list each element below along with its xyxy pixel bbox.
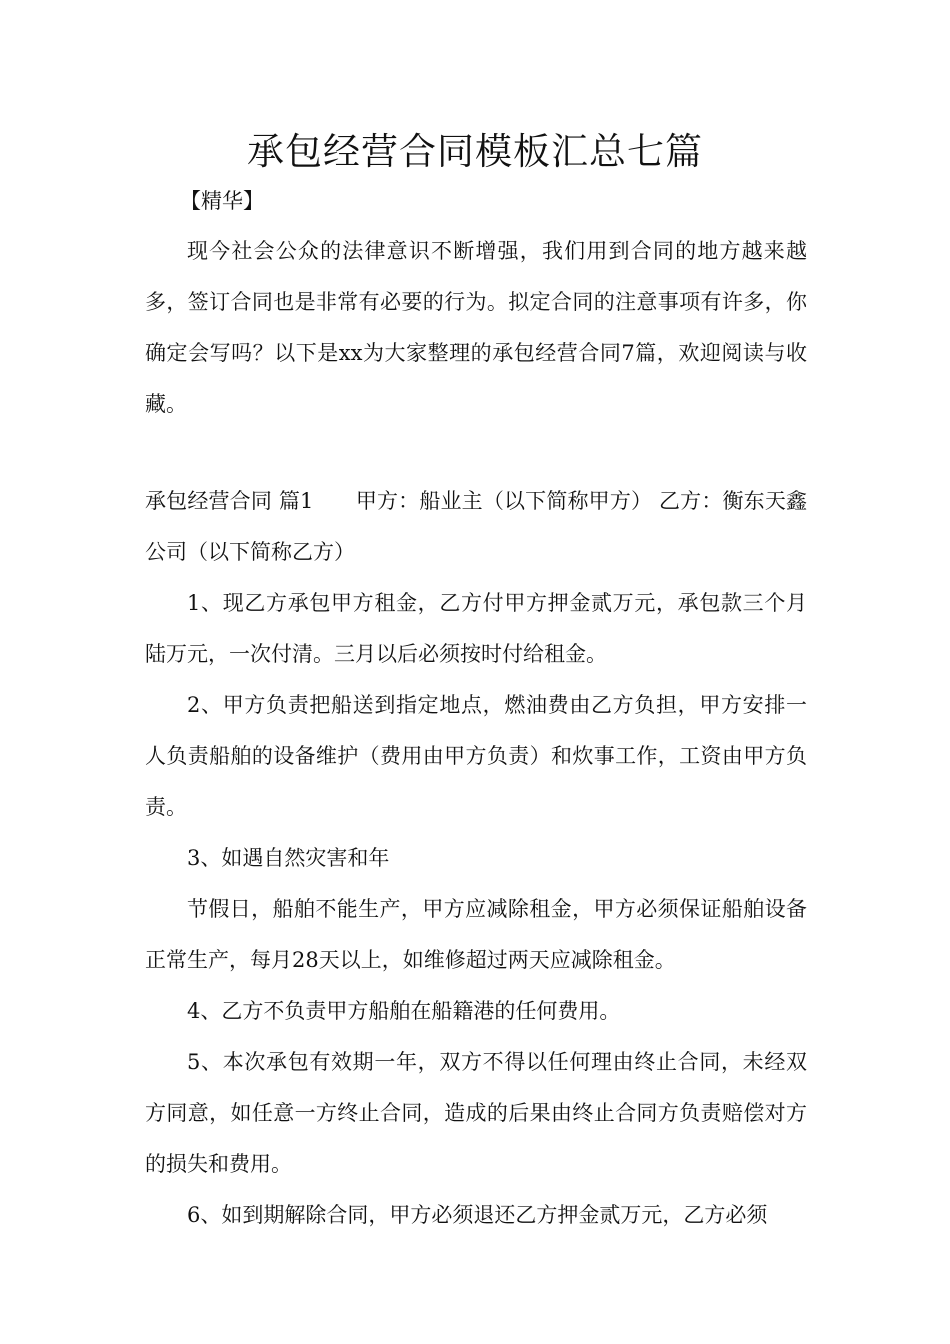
clause-paragraph: 2、甲方负责把船送到指定地点，燃油费由乙方负担，甲方安排一人负责船舶的设备维护（费用由甲方负责）和炊事工作，工资由甲方负责。 (145, 693, 807, 819)
clause-paragraph: 3、如遇自然灾害和年 (187, 846, 390, 870)
clause-paragraph: 5、本次承包有效期一年，双方不得以任何理由终止合同，未经双方同意，如任意一方终止合同，造成的后果由终止合同方负责赔偿对方的损失和费用。 (145, 1050, 807, 1176)
intro-paragraph: 现今社会公众的法律意识不断增强，我们用到合同的地方越来越多，签订合同也是非常有必要的行为。拟定合同的注意事项有许多，你确定会写吗？以下是xx为大家整理的承包经营合同7篇，欢迎阅读与收藏。 (145, 239, 807, 416)
clause-paragraph: 6、如到期解除合同，甲方必须退还乙方押金贰万元，乙方必须 (187, 1203, 768, 1227)
intro-section (145, 226, 807, 430)
section-header: 承包经营合同 篇1 甲方：船业主（以下简称甲方） 乙方：衡东天鑫公司（以下简称乙方） (145, 489, 807, 564)
document-tag: 【精华】 (180, 189, 264, 213)
document-title: 承包经营合同模板汇总七篇 (247, 130, 703, 173)
contract-body (145, 476, 807, 1241)
clause-paragraph: 1、现乙方承包甲方租金，乙方付甲方押金贰万元，承包款三个月陆万元，一次付清。三月以后必须按时付给租金。 (145, 591, 807, 666)
clause-paragraph: 4、乙方不负责甲方船舶在船籍港的任何费用。 (187, 999, 621, 1023)
clause-paragraph: 节假日，船舶不能生产，甲方应减除租金，甲方必须保证船舶设备正常生产，每月28天以上，如维修超过两天应减除租金。 (145, 897, 807, 972)
